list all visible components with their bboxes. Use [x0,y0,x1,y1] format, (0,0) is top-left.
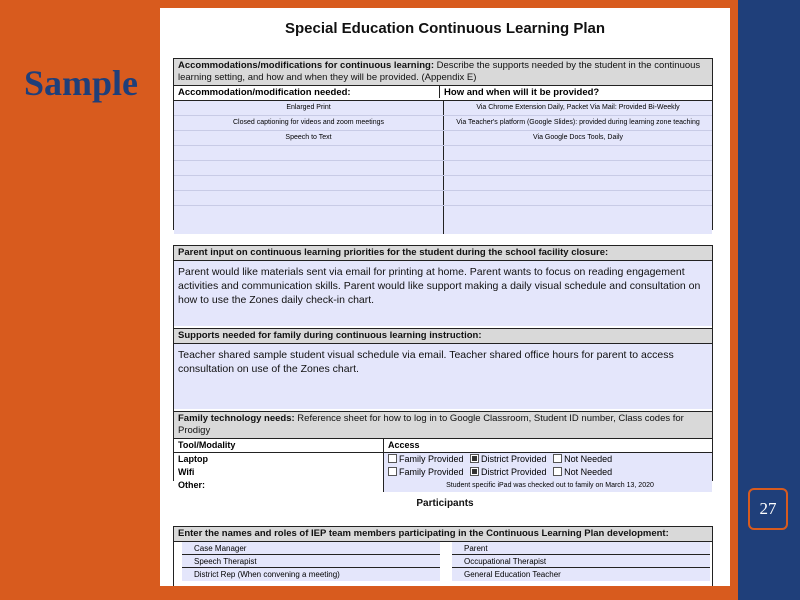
document-page [160,8,730,586]
tool-name: Other: [174,479,384,492]
col-access: Access [384,439,712,452]
accommodation-how-empty[interactable] [444,206,712,234]
accommodations-column-headers [174,86,712,101]
parent-input-header: Parent input on continuous learning priorities for the student during the school facility closure: [174,246,712,261]
participant-role[interactable]: Case Manager [182,542,440,555]
tool-name: Laptop [174,453,384,466]
accommodation-need-empty[interactable] [174,146,444,160]
accommodation-how-empty[interactable] [444,191,712,205]
accommodation-how[interactable]: Via Google Docs Tools, Daily [444,131,712,145]
option-label: Not Needed [564,467,613,477]
accommodation-need-empty[interactable] [174,176,444,190]
accommodation-how-empty[interactable] [444,176,712,190]
accommodations-header [174,59,712,86]
sample-label: Sample [24,63,139,103]
technology-row-other [174,479,712,492]
option-label: District Provided [481,467,547,477]
tool-name: Wifi [174,466,384,479]
accommodation-need-empty[interactable] [174,191,444,205]
option-label: Family Provided [399,467,464,477]
participants-header: Enter the names and roles of IEP team members participating in the Continuous Learning Plan development: [174,527,712,542]
accommodation-need-empty[interactable] [174,206,444,234]
accommodation-need[interactable]: Closed captioning for videos and zoom meetings [174,116,444,130]
participant-role[interactable]: General Education Teacher [452,568,710,581]
accommodations-header-text: Describe the supports needed by the student in the continuous learning setting, and how and when they will be provided. (Appendix E) [178,60,701,83]
supports-header: Supports needed for family during continuous learning instruction: [174,329,712,344]
col-accommodation-needed: Accommodation/modification needed: [174,86,440,98]
participants-section [173,526,713,586]
participant-role[interactable]: Parent [452,542,710,555]
supports-section [173,328,713,412]
technology-row-wifi [174,466,712,479]
participant-row [174,542,712,555]
table-row-empty [174,176,712,191]
accommodation-need-empty[interactable] [174,161,444,175]
table-row-empty [174,191,712,206]
checkbox-district-provided[interactable] [470,454,479,463]
participant-role[interactable]: District Rep (When convening a meeting) [182,568,440,581]
document-title: Special Education Continuous Learning Plan [284,20,606,37]
parent-input-section [173,245,713,329]
option-label: District Provided [481,454,547,464]
participant-row [174,555,712,568]
table-row [174,116,712,131]
option-label: Family Provided [399,454,464,464]
participants-title: Participants [416,498,474,509]
technology-row-laptop [174,453,712,466]
accommodation-how[interactable]: Via Teacher's platform (Google Slides): provided during learning zone teaching [444,116,712,130]
technology-column-headers [174,439,712,453]
col-tool: Tool/Modality [174,439,384,452]
checkbox-not-needed[interactable] [553,467,562,476]
accommodation-need[interactable]: Enlarged Print [174,101,444,115]
left-panel [0,0,160,600]
participant-role[interactable]: Occupational Therapist [452,555,710,568]
participant-row [174,568,712,581]
accommodations-header-bold: Accommodations/modifications for continuous learning: [178,60,434,71]
technology-header-bold: Family technology needs: [178,413,295,424]
option-label: Not Needed [564,454,613,464]
table-row [174,101,712,116]
table-row [174,131,712,146]
accommodation-how-empty[interactable] [444,161,712,175]
checkbox-not-needed[interactable] [553,454,562,463]
accommodation-how-empty[interactable] [444,146,712,160]
parent-input-field[interactable]: Parent would like materials sent via email for printing at home. Parent wants to focus on reading engagement activities and communication skills. Parent would like support making a daily visual schedule and consultation on how to use the Zones daily check-in chart. [174,261,712,326]
checkbox-family-provided[interactable] [388,454,397,463]
participant-role[interactable]: Speech Therapist [182,555,440,568]
table-row-empty [174,161,712,176]
col-how-provided: How and when will it be provided? [444,87,600,98]
technology-header [174,412,712,439]
accommodations-section [173,58,713,230]
checkbox-family-provided[interactable] [388,467,397,476]
technology-header-text: Reference sheet for how to log in to Google Classroom, Student ID number, Class codes for Prodigy [178,413,684,436]
access-options [384,466,712,479]
checkbox-district-provided[interactable] [470,467,479,476]
page-number: 27 [748,488,788,530]
table-row-empty [174,146,712,161]
other-field[interactable]: Student specific iPad was checked out to family on March 13, 2020 [384,479,712,492]
table-row-empty [174,206,712,234]
accommodation-how[interactable]: Via Chrome Extension Daily, Packet Via Mail: Provided Bi-Weekly [444,101,712,115]
supports-field[interactable]: Teacher shared sample student visual schedule via email. Teacher shared office hours for parent to access consultation on use of the Zones chart. [174,344,712,409]
accommodation-need[interactable]: Speech to Text [174,131,444,145]
technology-section [173,411,713,490]
access-options [384,453,712,466]
